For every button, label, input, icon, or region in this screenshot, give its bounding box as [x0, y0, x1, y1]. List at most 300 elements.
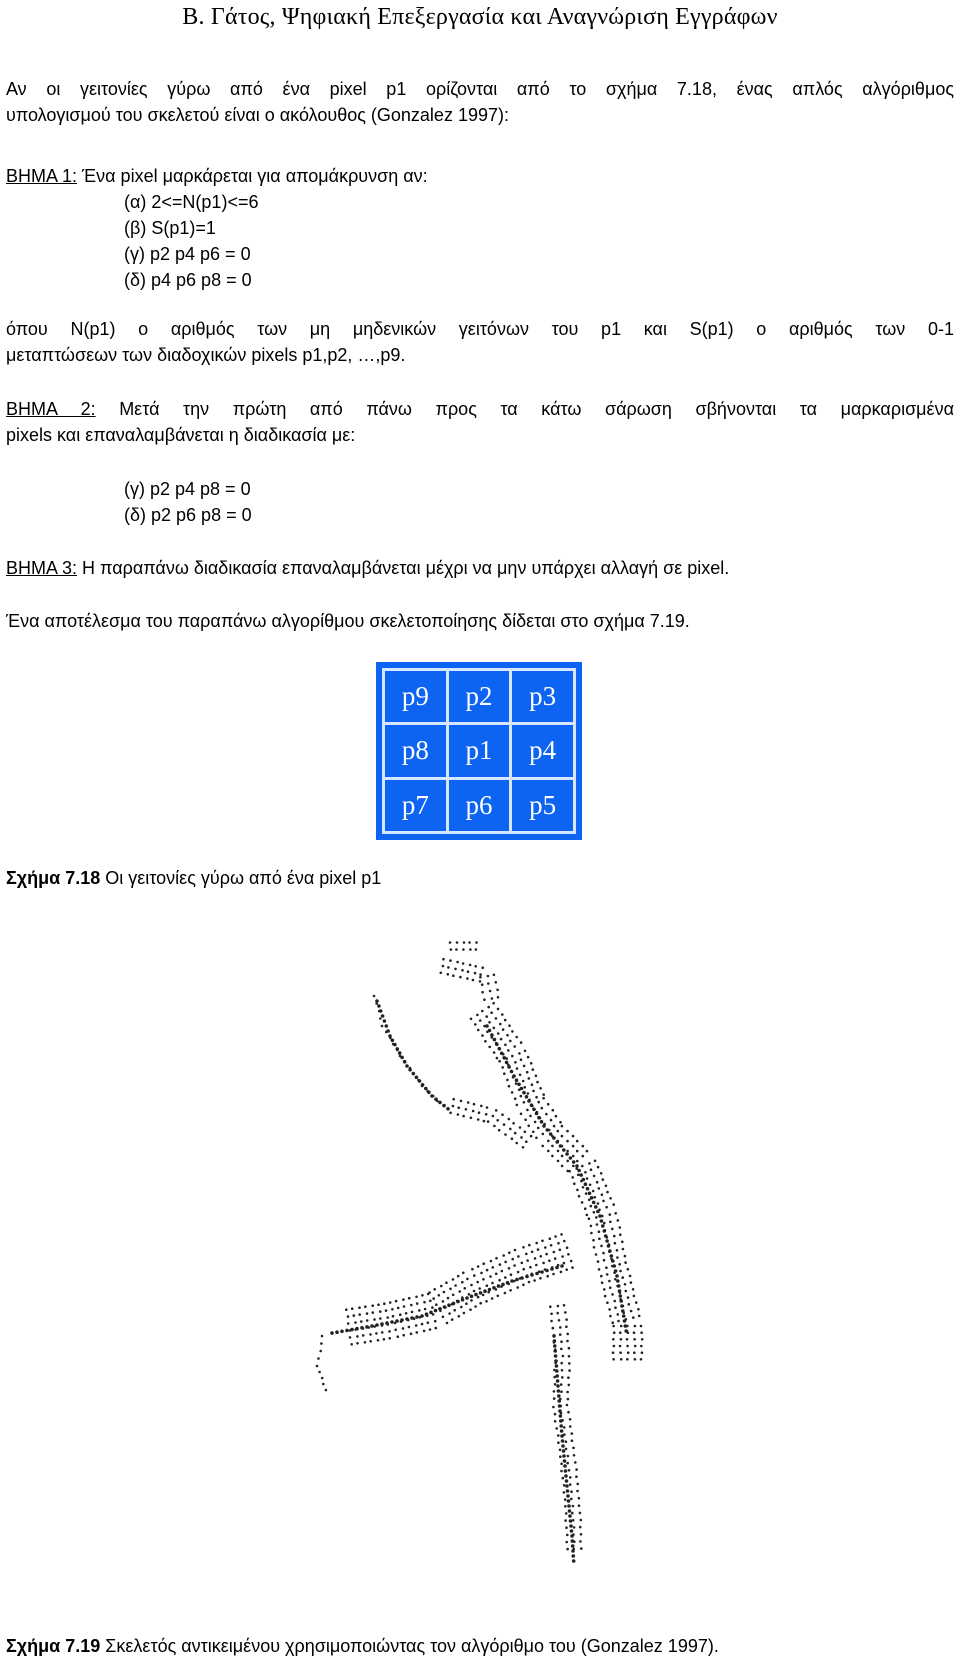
- skeleton-dot: [560, 1390, 563, 1393]
- skeleton-dot: [520, 1041, 523, 1044]
- skeleton-dot: [449, 941, 452, 944]
- skeleton-dot: [614, 1269, 618, 1273]
- skeleton-dot: [565, 1484, 569, 1488]
- skeleton-dot: [442, 1316, 445, 1319]
- skeleton-dot: [617, 1284, 621, 1288]
- skeleton-dot: [479, 973, 482, 976]
- skeleton-dot: [529, 1266, 532, 1269]
- skeleton-dot: [608, 1280, 611, 1283]
- skeleton-dot: [526, 1109, 529, 1112]
- skeleton-dot: [535, 1137, 538, 1140]
- skeleton-dot: [485, 1300, 488, 1303]
- skeleton-dot: [621, 1309, 625, 1313]
- skeleton-dot: [463, 941, 466, 944]
- skeleton-dot: [626, 1358, 629, 1361]
- skeleton-dot: [619, 1294, 623, 1298]
- skeleton-dot: [603, 1229, 607, 1233]
- skeleton-dot: [571, 1432, 574, 1435]
- skeleton-dot: [501, 1283, 505, 1287]
- skeleton-dot: [403, 1060, 407, 1064]
- skeleton-dot: [578, 1497, 581, 1500]
- skeleton-dot: [386, 1029, 390, 1033]
- step2-label: ΒΗΜΑ 2:: [6, 399, 96, 419]
- skeleton-dot: [601, 1281, 604, 1284]
- skeleton-dot: [564, 1311, 567, 1314]
- skeleton-dot: [514, 1061, 517, 1064]
- skeleton-dot: [318, 1371, 321, 1374]
- skeleton-dot: [614, 1306, 617, 1309]
- skeleton-dot: [612, 1338, 615, 1341]
- skeleton-dot: [520, 1095, 523, 1098]
- skeleton-dot: [561, 1135, 564, 1138]
- skeleton-dot: [549, 1305, 552, 1308]
- skeleton-dot: [559, 1144, 563, 1148]
- skeleton-dot: [468, 1293, 471, 1296]
- skeleton-dot: [566, 1140, 569, 1143]
- skeleton-dot: [563, 1464, 567, 1468]
- skeleton-dot: [421, 1083, 425, 1087]
- skeleton-dot: [604, 1234, 608, 1238]
- skeleton-dot: [535, 1075, 538, 1078]
- skeleton-dot: [570, 1260, 573, 1263]
- skeleton-dot: [572, 1165, 575, 1168]
- skeleton-dot: [563, 1484, 566, 1487]
- skeleton-dot: [466, 1278, 469, 1281]
- skeleton-dot: [369, 1333, 372, 1336]
- skeleton-dot: [495, 981, 498, 984]
- skeleton-dot: [634, 1345, 637, 1348]
- skeleton-dot: [325, 1389, 328, 1392]
- skeleton-dot: [547, 1150, 550, 1153]
- skeleton-dot: [602, 1252, 605, 1255]
- skeleton-dot: [578, 1195, 581, 1198]
- skeleton-dot: [399, 1313, 402, 1316]
- skeleton-dot: [482, 1294, 485, 1297]
- skeleton-dot: [596, 1223, 599, 1226]
- skeleton-dot: [550, 1244, 553, 1247]
- skeleton-dot: [588, 1217, 591, 1220]
- skeleton-dot: [410, 1333, 413, 1336]
- skeleton-dot: [563, 1426, 566, 1429]
- skeleton-dot: [431, 1306, 434, 1309]
- skeleton-dot: [568, 1514, 572, 1518]
- skeleton-dot: [589, 1184, 592, 1187]
- skeleton-dot: [508, 1024, 511, 1027]
- skeleton-dot: [607, 1244, 611, 1248]
- skeleton-dot: [579, 1173, 583, 1177]
- skeleton-dot: [586, 1150, 589, 1153]
- skeleton-dot: [429, 1300, 432, 1303]
- skeleton-dot: [473, 1274, 476, 1277]
- skeleton-dot: [527, 1099, 531, 1103]
- skeleton-dot: [613, 1235, 616, 1238]
- skeleton-dot: [610, 1254, 614, 1258]
- skeleton-dot: [590, 1196, 594, 1200]
- skeleton-dot: [484, 1040, 487, 1043]
- skeleton-dot: [474, 1305, 477, 1308]
- skeleton-dot: [377, 1004, 381, 1008]
- skeleton-dot: [554, 1359, 558, 1363]
- skeleton-dot: [512, 1074, 516, 1078]
- skeleton-dot: [524, 1050, 527, 1053]
- skeleton-dot: [553, 1125, 556, 1128]
- skeleton-dot: [560, 1362, 563, 1365]
- skeleton-dot: [584, 1207, 587, 1210]
- skeleton-dot: [569, 1425, 572, 1428]
- skeleton-dot: [641, 1351, 644, 1354]
- skeleton-dot: [379, 1310, 382, 1313]
- skeleton-dot: [500, 1052, 504, 1056]
- skeleton-dot: [446, 1107, 450, 1111]
- skeleton-dot: [544, 1246, 547, 1249]
- skeleton-dot: [611, 1293, 614, 1296]
- skeleton-dot: [565, 1318, 568, 1321]
- skeleton-dot: [555, 1266, 559, 1270]
- skeleton-dot: [398, 1051, 402, 1055]
- skeleton-dot: [356, 1342, 359, 1345]
- skeleton-dot: [381, 1331, 384, 1334]
- skeleton-dot: [510, 1273, 513, 1276]
- skeleton-dot: [559, 1424, 563, 1428]
- skeleton-dot: [497, 1008, 500, 1011]
- skeleton-dot: [467, 1101, 470, 1104]
- skeleton-dot: [545, 1253, 548, 1256]
- skeleton-dot: [364, 1305, 367, 1308]
- skeleton-dot: [626, 1345, 629, 1348]
- step2-paragraph: [6, 396, 954, 448]
- skeleton-dot: [565, 1479, 569, 1483]
- skeleton-dot: [593, 1246, 596, 1249]
- skeleton-dot: [506, 1034, 509, 1037]
- skeleton-dot: [356, 1335, 359, 1338]
- skeleton-dot: [508, 1118, 511, 1121]
- skeleton-dot: [474, 972, 477, 975]
- skeleton-dot: [559, 1414, 563, 1418]
- skeleton-dot: [606, 1273, 609, 1276]
- skeleton-dot: [347, 1315, 350, 1318]
- skeleton-dot: [522, 1091, 526, 1095]
- skeleton-dot: [586, 1177, 589, 1180]
- skeleton-dot: [418, 1309, 421, 1312]
- skeleton-dot: [385, 1321, 389, 1325]
- skeleton-dot: [486, 1106, 489, 1109]
- skeleton-dot: [621, 1276, 624, 1279]
- skeleton-dot: [503, 1072, 506, 1075]
- skeleton-dot: [560, 1340, 563, 1343]
- skeleton-dot: [582, 1145, 585, 1148]
- skeleton-dot: [456, 961, 459, 964]
- skeleton-dot: [528, 1077, 531, 1080]
- skeleton-dot: [608, 1249, 612, 1253]
- skeleton-dot: [479, 976, 482, 979]
- skeleton-dot: [458, 1315, 461, 1318]
- skeleton-dot: [535, 1264, 538, 1267]
- skeleton-dot: [577, 1169, 581, 1173]
- skeleton-dot: [633, 1331, 636, 1334]
- condition-d: (δ) p4 p6 p8 = 0: [124, 270, 252, 290]
- skeleton-dot: [469, 948, 472, 951]
- skeleton-dot: [481, 991, 484, 994]
- skeleton-dot: [511, 1030, 514, 1033]
- skeleton-dot: [560, 1470, 563, 1473]
- skeleton-dot: [316, 1365, 319, 1368]
- skeleton-dot: [462, 1115, 465, 1118]
- skeleton-dot: [566, 1548, 569, 1551]
- skeleton-dot: [541, 1107, 544, 1110]
- skeleton-dot: [563, 1240, 566, 1243]
- skeleton-dot: [609, 1315, 612, 1318]
- intro-line-1: Αν οι γειτονίες γύρω από ένα pixel p1 ορίζονται από το σχήμα 7.18, ένας απλός αλγόριθμος: [6, 79, 954, 99]
- skeleton-dot: [535, 1242, 538, 1245]
- skeleton-dot: [523, 1101, 526, 1104]
- skeleton-dot: [641, 1338, 644, 1341]
- step1-conditions: [124, 189, 258, 293]
- skeleton-dot: [530, 1273, 534, 1277]
- skeleton-dot: [606, 1301, 609, 1304]
- skeleton-dot: [570, 1490, 573, 1493]
- skeleton-dot: [379, 1009, 383, 1013]
- skeleton-dot: [568, 1469, 571, 1472]
- skeleton-dot: [529, 1115, 532, 1118]
- skeleton-dot: [552, 1334, 556, 1338]
- skeleton-dot: [554, 1413, 557, 1416]
- skeleton-dot: [554, 1257, 557, 1260]
- skeleton-dot: [627, 1351, 630, 1354]
- skeleton-dot: [626, 1338, 629, 1341]
- skeleton-dot: [568, 1170, 571, 1173]
- skeleton-dot: [635, 1301, 638, 1304]
- skeleton-dot: [600, 1172, 603, 1175]
- skeleton-dot: [540, 1255, 543, 1258]
- skeleton-dot: [427, 1293, 430, 1296]
- skeleton-dot: [502, 1056, 506, 1060]
- neighborhood-grid: [376, 662, 582, 840]
- skeleton-dot: [621, 1241, 624, 1244]
- skeleton-dot: [432, 1297, 435, 1300]
- skeleton-dot: [491, 1282, 494, 1285]
- skeleton-dot: [605, 1239, 609, 1243]
- definitions-line-2: μεταπτώσεων των διαδοχικών pixels p1,p2, …,p9.: [6, 345, 406, 365]
- skeleton-dot: [321, 1377, 324, 1380]
- skeleton-dot: [474, 965, 477, 968]
- intro-paragraph: [6, 76, 954, 128]
- skeleton-dot: [552, 1327, 555, 1330]
- skeleton-dot: [517, 1083, 521, 1087]
- skeleton-dot: [575, 1475, 578, 1478]
- skeleton-dot: [452, 1105, 455, 1108]
- skeleton-dot: [457, 1106, 460, 1109]
- skeleton-dot: [566, 1160, 569, 1163]
- step2-line-2: pixels και επαναλαμβάνεται η διαδικασία με:: [6, 425, 356, 445]
- condition-c: (γ) p2 p4 p6 = 0: [124, 244, 251, 264]
- skeleton-dot: [555, 1364, 559, 1368]
- skeleton-dot: [535, 1272, 539, 1276]
- skeleton-dot: [564, 1469, 568, 1473]
- skeleton-dot: [491, 997, 494, 1000]
- skeleton-dot: [493, 1125, 496, 1128]
- skeleton-dot: [463, 1312, 466, 1315]
- skeleton-dot: [542, 1262, 545, 1265]
- skeleton-dot: [416, 1331, 419, 1334]
- skeleton-dot: [540, 1120, 544, 1124]
- skeleton-dot: [526, 1071, 529, 1074]
- skeleton-dot: [495, 1273, 498, 1276]
- skeleton-dot: [562, 1477, 565, 1480]
- skeleton-dot: [581, 1201, 584, 1204]
- skeleton-dot: [633, 1295, 636, 1298]
- skeleton-dot: [464, 1287, 467, 1290]
- skeleton-dot: [597, 1202, 600, 1205]
- skeleton-dot: [474, 1023, 477, 1026]
- skeleton-dot: [408, 1068, 412, 1072]
- skeleton-dot: [568, 1369, 571, 1372]
- skeleton-dot: [593, 1175, 596, 1178]
- skeleton-dot: [564, 1505, 567, 1508]
- skeleton-dot: [572, 1135, 575, 1138]
- skeleton-dot: [495, 1017, 498, 1020]
- skeleton-dot: [619, 1351, 622, 1354]
- skeleton-dot: [510, 1070, 514, 1074]
- skeleton-dot: [553, 1397, 556, 1400]
- skeleton-dot: [506, 1281, 510, 1285]
- skeleton-dot: [402, 1327, 405, 1330]
- skeleton-dot: [448, 1312, 451, 1315]
- skeleton-dot: [625, 1290, 628, 1293]
- skeleton-dot: [627, 1268, 630, 1271]
- skeleton-dot: [600, 1275, 603, 1278]
- skeleton-dot: [380, 1322, 384, 1326]
- skeleton-dot: [592, 1239, 595, 1242]
- skeleton-dot: [571, 1549, 575, 1553]
- skeleton-dot: [559, 1333, 562, 1336]
- skeleton-dot: [534, 1257, 537, 1260]
- skeleton-dot: [555, 1115, 558, 1118]
- skeleton-dot: [571, 1439, 574, 1442]
- skeleton-dot: [560, 1233, 563, 1236]
- skeleton-dot: [571, 1512, 574, 1515]
- skeleton-dot: [370, 1324, 374, 1328]
- skeleton-dot: [392, 1315, 395, 1318]
- skeleton-dot: [598, 1214, 602, 1218]
- skeleton-dot: [554, 1235, 557, 1238]
- skeleton-dot: [565, 1152, 569, 1156]
- skeleton-dot: [579, 1526, 582, 1529]
- skeleton-dot: [383, 1302, 386, 1305]
- skeleton-dot: [598, 1230, 601, 1233]
- skeleton-dot: [557, 1434, 560, 1437]
- skeleton-dot: [603, 1259, 606, 1262]
- skeleton-dot: [498, 1279, 501, 1282]
- skeleton-dot: [452, 1278, 455, 1281]
- skeleton-dot: [560, 1383, 563, 1386]
- skeleton-dot: [467, 970, 470, 973]
- skeleton-dot: [442, 965, 445, 968]
- skeleton-dot: [465, 1296, 469, 1300]
- skeleton-dot: [511, 1137, 514, 1140]
- step3-text: Η παραπάνω διαδικασία επαναλαμβάνεται μέχρι να μην υπάρχει αλλαγή σε pixel.: [77, 558, 730, 578]
- skeleton-dot: [572, 1519, 575, 1522]
- skeleton-dot: [576, 1483, 579, 1486]
- skeleton-dot: [490, 1260, 493, 1263]
- skeleton-dot: [533, 1279, 536, 1282]
- skeleton-dot: [520, 1087, 524, 1091]
- skeleton-dot: [526, 1259, 529, 1262]
- skeleton-dot: [531, 1083, 534, 1086]
- skeleton-dot: [446, 1322, 449, 1325]
- figure-7-19-label: Σχήμα 7.19: [6, 1636, 101, 1656]
- skeleton-dot: [495, 1257, 498, 1260]
- skeleton-dot: [402, 1334, 405, 1337]
- skeleton-dot: [566, 1333, 569, 1336]
- skeleton-dot: [365, 1325, 369, 1329]
- skeleton-dot: [572, 1505, 575, 1508]
- grid-cell-p2: p2: [447, 670, 511, 724]
- skeleton-dot: [375, 1323, 379, 1327]
- skeleton-dot: [481, 983, 484, 986]
- skeleton-dot: [504, 1292, 507, 1295]
- skeleton-dot: [449, 1112, 452, 1115]
- skeleton-dot: [566, 1534, 569, 1537]
- skeleton-dot: [558, 1409, 562, 1413]
- skeleton-dot: [620, 1325, 623, 1328]
- skeleton-dot: [624, 1261, 627, 1264]
- skeleton-dot: [408, 1297, 411, 1300]
- figure-7-19-text: Σκελετός αντικειμένου χρησιμοποιώντας τον αλγόριθμο του (Gonzalez 1997).: [100, 1636, 719, 1656]
- skeleton-dot: [609, 1221, 612, 1224]
- grid-cell-p8: p8: [384, 724, 448, 778]
- skeleton-dot: [569, 1519, 573, 1523]
- skeleton-dot: [554, 1354, 558, 1358]
- skeleton-dot: [469, 964, 472, 967]
- skeleton-dot: [569, 1156, 573, 1160]
- skeleton-dot: [609, 1213, 612, 1216]
- skeleton-dot: [427, 1091, 431, 1095]
- skeleton-dot: [556, 1312, 559, 1315]
- skeleton-dot: [438, 1307, 442, 1311]
- skeleton-dot: [454, 968, 457, 971]
- skeleton-dot: [565, 1512, 568, 1515]
- skeleton-dot: [578, 1504, 581, 1507]
- skeleton-dot: [452, 1294, 455, 1297]
- skeleton-dot: [427, 1321, 430, 1324]
- skeleton-dot: [502, 1254, 505, 1257]
- skeleton-dot: [524, 1086, 527, 1089]
- skeleton-dot: [520, 1058, 523, 1061]
- skeleton-dot: [487, 1120, 490, 1123]
- figure-7-18-text: Οι γειτονίες γύρω από ένα pixel p1: [100, 868, 382, 888]
- skeleton-dot: [364, 1341, 367, 1344]
- step1-text: Ένα pixel μαρκάρεται για απομάκρυνση αν:: [77, 166, 428, 186]
- skeleton-dot: [542, 1124, 546, 1128]
- skeleton-dot: [567, 1398, 570, 1401]
- skeleton-dot: [581, 1165, 584, 1168]
- skeleton-dot: [597, 1166, 600, 1169]
- skeleton-dot: [388, 1337, 391, 1340]
- skeleton-dot: [400, 1056, 404, 1060]
- skeleton-dot: [561, 1125, 564, 1128]
- skeleton-dot: [505, 1061, 509, 1065]
- skeleton-dot: [412, 1072, 416, 1076]
- grid-cell-p6: p6: [447, 778, 511, 832]
- skeleton-dot: [449, 959, 452, 962]
- skeleton-dot: [522, 1080, 525, 1083]
- skeleton-dot: [580, 1533, 583, 1536]
- skeleton-dot: [602, 1178, 605, 1181]
- skeleton-dot: [552, 1136, 556, 1140]
- skeleton-dot: [638, 1315, 641, 1318]
- skeleton-dot: [452, 1302, 456, 1306]
- skeleton-dot: [510, 1279, 514, 1283]
